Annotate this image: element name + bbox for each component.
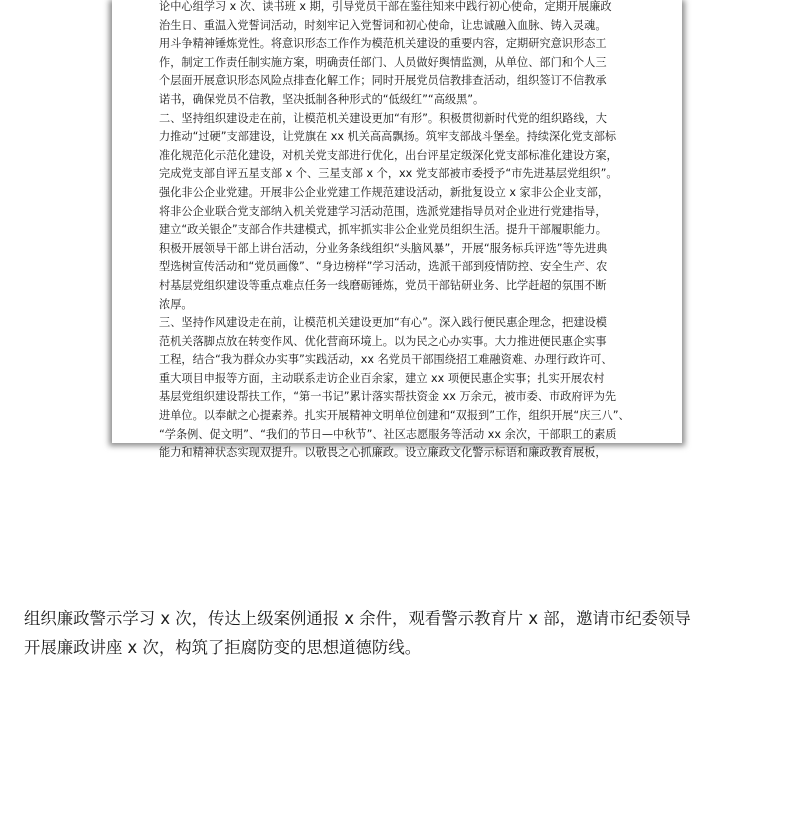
body-line: 准化规范化示范化建设，对机关党支部进行优化，出台评星定级深化党支部标准化建设方案， (159, 148, 618, 162)
body-line: 村基层党组织建设等重点难点任务一线磨砺锤炼，党员干部钻研业务、比学赶超的氛围不断 (159, 278, 607, 292)
body-line: 作，制定工作责任制实施方案，明确责任部门、人员做好舆情监测，从单位、部门和个人三 (159, 55, 607, 69)
body-line: 完成党支部自评五星支部 x 个、三星支部 x 个，xx 党支部被市委授予“市先进基层党组织”。 (159, 167, 618, 181)
body-line: 诺书，确保党员不信教，坚决抵制各种形式的“低级红”“高级黑”。 (159, 92, 485, 106)
body-line: “学条例、促文明”、“我们的节日—中秋节”、社区志愿服务等活动 xx 余次，干部职工的素质 (159, 427, 617, 441)
body-line: 论中心组学习 x 次、读书班 x 期，引导党员干部在鉴往知来中践行初心使命，定期开展廉政 (159, 0, 612, 13)
caption-text (24, 604, 780, 662)
body-line: 重大项目申报等方面，主动联系走访企业百余家，建立 xx 项便民惠企实事；扎实开展农村 (159, 371, 605, 385)
body-line: 型选树宣传活动和“党员画像”、“身边榜样”学习活动，选派干部到疫情防控、安全生产、农 (159, 260, 608, 274)
body-line: 进单位。以奉献之心提素养。扎实开展精神文明单位创建和“双报到”工作，组织开展“庆三八”、 (159, 409, 630, 423)
body-line: 积极开展领导干部上讲台活动，分业务条线组织“头脑风暴”，开展“服务标兵评选”等先进典 (159, 241, 608, 255)
section-heading-line: 二、坚持组织建设走在前，让模范机关建设更加“有形”。积极贯彻新时代党的组织路线，大 (159, 111, 607, 125)
document-page (112, 0, 682, 460)
body-line: 用斗争精神锤炼党性。将意识形态工作作为模范机关建设的重要内容，定期研究意识形态工 (159, 37, 607, 51)
document-body (159, 0, 639, 463)
body-line: 能力和精神状态实现双提升。以敬畏之心抓廉政。设立廉政文化警示标语和廉政教育展板， (159, 446, 607, 460)
body-line: 范机关落脚点放在转变作风、优化营商环境上。以为民之心办实事。大力推进便民惠企实事 (159, 334, 607, 348)
body-line: 力推动“过硬”支部建设，让党旗在 xx 机关高高飘扬。筑牢支部战斗堡垒。持续深化党支部标 (159, 130, 617, 144)
body-line: 建立“政关银企”支部合作共建模式，抓牢抓实非公企业党员组织生活。提升干部履职能力。 (159, 223, 607, 237)
body-line: 治生日、重温入党誓词活动，时刻牢记入党誓词和初心使命，让忠诚融入血脉、铸入灵魂。 (159, 18, 607, 32)
caption-line: 开展廉政讲座 x 次，构筑了拒腐防变的思想道德防线。 (24, 638, 422, 657)
body-line: 强化非公企业党建。开展非公企业党建工作规范建设活动，新批复设立 x 家非公企业支部， (159, 185, 610, 199)
body-line: 浓厚。 (159, 297, 193, 311)
caption-line: 组织廉政警示学习 x 次，传达上级案例通报 x 余件，观看警示教育片 x 部，邀请市纪委领导 (24, 609, 691, 628)
body-line: 个层面开展意识形态风险点排查化解工作；同时开展党员信教排查活动，组织签订不信教承 (159, 74, 607, 88)
section-heading-line: 三、坚持作风建设走在前，让模范机关建设更加“有心”。深入践行便民惠企理念，把建设模 (159, 316, 607, 330)
body-line: 工程，结合“我为群众办实事”实践活动，xx 名党员干部围绕招工难融资难、办理行政许可、 (159, 353, 613, 367)
body-line: 将非公企业联合党支部纳入机关党建学习活动范围，选派党建指导员对企业进行党建指导， (159, 204, 607, 218)
body-line: 基层党组织建设帮扶工作，“第一书记”累计落实帮扶资金 xx 万余元，被市委、市政府评为先 (159, 390, 617, 404)
